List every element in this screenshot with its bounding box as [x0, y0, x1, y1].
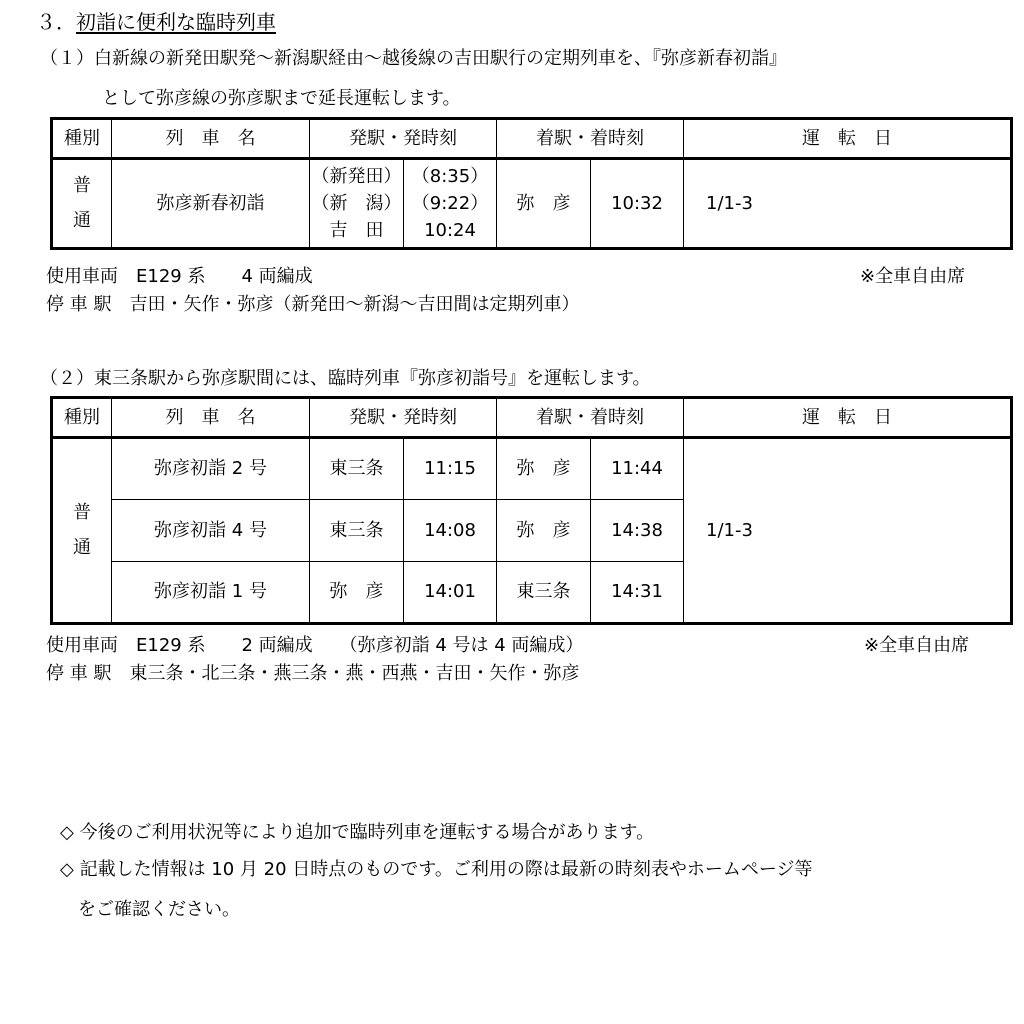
train-name: 弥彦初詣 2 号	[112, 438, 310, 500]
note-1: ◇ 今後のご利用状況等により追加で臨時列車を運転する場合があります。	[60, 822, 655, 843]
part2-intro: （２）東三条駅から弥彦駅間には、臨時列車『弥彦初詣号』を運転します。	[40, 368, 651, 389]
arrival-time: 14:38	[591, 500, 684, 562]
train-name: 弥彦初詣 1 号	[112, 562, 310, 624]
part1-vehicle: 使用車両 E129 系 4 両編成	[46, 266, 313, 287]
train-name: 弥彦新春初詣	[112, 159, 310, 249]
header-departure: 発駅・発時刻	[310, 398, 497, 438]
departure-stations: （新発田） （新 潟） 吉 田	[310, 159, 404, 249]
section-number: ３．	[36, 10, 76, 34]
header-train-name: 列 車 名	[112, 398, 310, 438]
header-departure: 発駅・発時刻	[310, 119, 497, 159]
table-row	[52, 438, 1012, 500]
train-type: 普 通	[52, 438, 112, 624]
part1-seats: ※全車自由席	[860, 266, 966, 287]
arrival-station: 弥 彦	[497, 159, 591, 249]
part2-table	[50, 396, 1013, 625]
section-heading: 初詣に便利な臨時列車	[76, 10, 276, 34]
header-arrival: 着駅・着時刻	[497, 398, 684, 438]
part2-vehicle: 使用車両 E129 系 2 両編成 （弥彦初詣 4 号は 4 両編成）	[46, 635, 584, 656]
departure-time: 11:15	[404, 438, 497, 500]
part2-seats: ※全車自由席	[864, 635, 970, 656]
part1-table	[50, 117, 1013, 250]
header-operation-days: 運 転 日	[684, 398, 1012, 438]
arrival-station: 東三条	[497, 562, 591, 624]
header-arrival: 着駅・着時刻	[497, 119, 684, 159]
header-operation-days: 運 転 日	[684, 119, 1012, 159]
header-type: 種別	[52, 119, 112, 159]
header-train-name: 列 車 名	[112, 119, 310, 159]
note-2: ◇ 記載した情報は 10 月 20 日時点のものです。ご利用の際は最新の時刻表やホームページ等	[60, 859, 813, 880]
operation-days: 1/1-3	[684, 159, 1012, 249]
note-2-continued: をご確認ください。	[60, 899, 240, 920]
train-name: 弥彦初詣 4 号	[112, 500, 310, 562]
section-title	[36, 6, 276, 35]
arrival-station: 弥 彦	[497, 438, 591, 500]
arrival-time: 11:44	[591, 438, 684, 500]
part1-intro-line2: として弥彦線の弥彦駅まで延長運転します。	[102, 88, 461, 109]
arrival-time: 10:32	[591, 159, 684, 249]
departure-time: 14:01	[404, 562, 497, 624]
departure-time: 14:08	[404, 500, 497, 562]
arrival-station: 弥 彦	[497, 500, 591, 562]
departure-times: （8:35） （9:22） 10:24	[404, 159, 497, 249]
arrival-time: 14:31	[591, 562, 684, 624]
header-type: 種別	[52, 398, 112, 438]
departure-station: 東三条	[310, 438, 404, 500]
part2-stops: 停 車 駅 東三条・北三条・燕三条・燕・西燕・吉田・矢作・弥彦	[46, 663, 580, 684]
train-type: 普 通	[52, 159, 112, 249]
part1-stops: 停 車 駅 吉田・矢作・弥彦（新発田～新潟～吉田間は定期列車）	[46, 294, 580, 315]
operation-days: 1/1-3	[684, 438, 1012, 624]
departure-station: 東三条	[310, 500, 404, 562]
part1-intro-line1: （１）白新線の新発田駅発～新潟駅経由～越後線の吉田駅行の定期列車を、『弥彦新春初詣』	[40, 48, 787, 69]
departure-station: 弥 彦	[310, 562, 404, 624]
